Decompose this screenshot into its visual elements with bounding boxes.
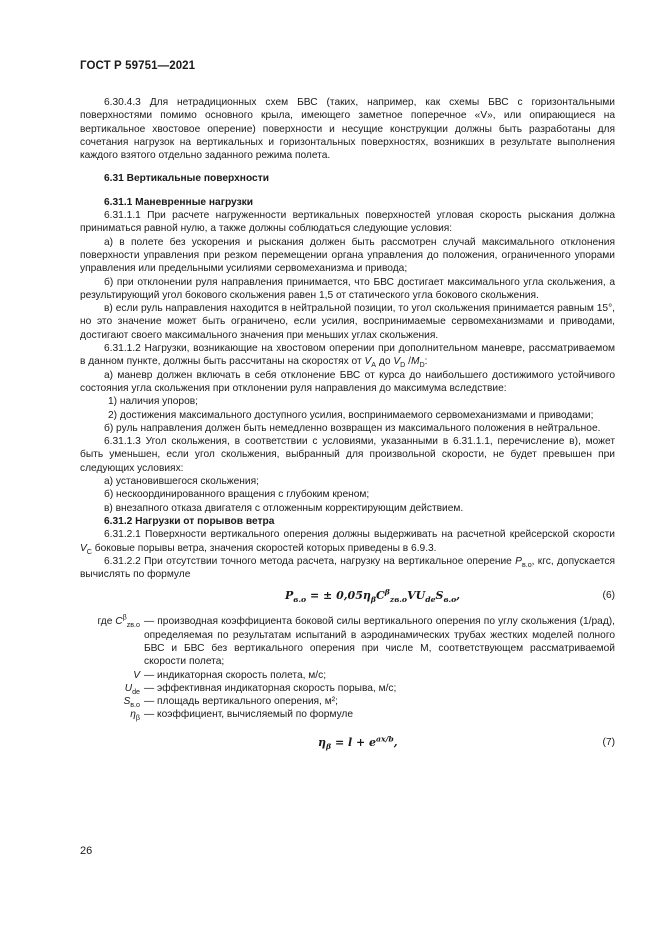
list-item-a-2: а) маневр должен включать в себя отклонение БВС от курса до наибольшего достижимого устойчивого состояния угла скольжения при отклонении руля направления до максимума вследствие: (80, 369, 615, 394)
page-number: 26 (80, 845, 93, 857)
definition-text: — индикаторная скорость полета, м/с; (144, 669, 327, 681)
paragraph-6-31-1-1: 6.31.1.1 При расчете нагруженности вертикальных поверхностей угловая скорость рыскания должна приниматься равной нулю, а также должны соблюдаться следующие условия: (80, 210, 615, 235)
paragraph-6-31-2-2: 6.31.2.2 При отсутствии точного метода расчета, нагрузку на вертикальное оперение $P_{в.о}$, кгс, допускается вычислять по формуле (80, 555, 615, 581)
paragraph-6-31-2-1: 6.31.2.1 Поверхности вертикального оперения должны выдерживать на расчетной крейсерской скорости $V_C$ боковые порывы ветра, значения скоростей которых приведены в 6.9.3. (80, 529, 615, 556)
section-heading-6-31: 6.31 Вертикальные поверхности (104, 173, 269, 185)
definition-text: — площадь вертикального оперения, м²; (144, 696, 338, 708)
paragraph-6-31-1-3: 6.31.1.3 Угол скольжения, в соответствии с условиями, указанными в 6.31.1.1, перечисление в), может быть уменьшен, если угол скольжения, выбранный для произвольной скорости, не будет превышен при следующих условиях: (80, 436, 615, 474)
list-item-b: б) при отклонении руля направления принимается, что БВС достигает максимального угла скольжения, а результирующий угол бокового скольжения равен 1,5 от статического угла бокового скольжения. (80, 276, 615, 301)
definition-symbol: $U_{de}$ (124, 682, 140, 696)
definition-symbol: $S_{в.о}$ (123, 696, 140, 710)
definition-symbol: $\eta_\beta$ (130, 709, 140, 723)
document-header: ГОСТ Р 59751—2021 (80, 60, 196, 72)
formula-6-expression: $P_{в.о}$ = ± $0,05\eta_\beta C^\beta_{zв.о}VU_{de}S_{в.о}$, (285, 587, 461, 605)
list-item-v-3: в) внезапного отказа двигателя с отложенным корректирующим действием. (104, 502, 464, 514)
definition-symbol: где $C^\beta_{zв.о}$ (97, 614, 140, 630)
paragraph-6-30-4-3: 6.30.4.3 Для нетрадиционных схем БВС (таких, например, как схемы БВС с горизонтальными поверхностями помимо основного крыла, имеющего заметное поперечное «V», или опирающиеся на вертикальное хвостовое оперение) поверхности и несущие конструкции должны быть разработаны для сочетания нагрузок на вертикальных и горизонтальных поверхностях, возникших в результате выполнения каждого взятого отдельно заданного режима полета. (80, 97, 615, 162)
page-body (80, 96, 615, 762)
definition-text: — производная коэффициента боковой силы вертикального оперения по углу скольжения (1/рад), определяемая по результатам испытаний в аэродинамических трубах жестких моделей полного БВС и БВС без вертикального оперения при числе M, соответствующем рассматриваемой скорости полета; (144, 616, 615, 668)
paragraph-6-31-1-2: 6.31.1.2 Нагрузки, возникающие на хвостовом оперении при дополнительном маневре, рассматриваемом в данном пункте, должны быть рассчитаны на скоростях от $V_A$ до $V_D$ $/M_D$: (80, 343, 615, 370)
section-heading-6-31-1: 6.31.1 Маневренные нагрузки (104, 196, 254, 208)
list-item-b-3: б) нескоординированного вращения с глубоким креном; (104, 489, 370, 501)
list-item-a: а) в полете без ускорения и рыскания должен быть рассмотрен случай максимального отклонения поверхности управления при резком перемещении органа управления до положения, ограниченного упорами управления или предельными усилиями сервомеханизма и привода; (80, 236, 615, 275)
sub-item-1: 1) наличия упоров; (108, 396, 199, 408)
list-item-a-3: а) установившегося скольжения; (104, 476, 259, 488)
formula-6-number: (6) (602, 590, 615, 602)
formula-6 (80, 581, 615, 615)
section-heading-6-31-2: 6.31.2 Нагрузки от порывов ветра (104, 515, 275, 527)
formula-7-number: (7) (602, 736, 615, 748)
list-item-v: в) если руль направления находится в нейтральной позиции, то угол скольжения принимается равным 15°, но это значение может быть ограничено, если усилия, воспринимаемые сервомеханизмами и приводами, достигают своего максимального значения при меньших углах скольжения. (80, 303, 615, 341)
definition-text: — коэффициент, вычисляемый по формуле (144, 709, 354, 721)
variable-definitions (80, 615, 615, 721)
formula-7-expression: $\eta_\beta = l + e^{ax/b}$, (318, 734, 398, 751)
formula-7 (80, 722, 615, 762)
definition-symbol: V (133, 669, 140, 681)
definition-text: — эффективная индикаторная скорость порыва, м/с; (144, 682, 397, 694)
list-item-b-2: б) руль направления должен быть немедленно возвращен из максимального положения в нейтральное. (104, 422, 601, 434)
sub-item-2: 2) достижения максимального доступного усилия, воспринимаемого сервомеханизмами и приводами; (108, 409, 594, 421)
